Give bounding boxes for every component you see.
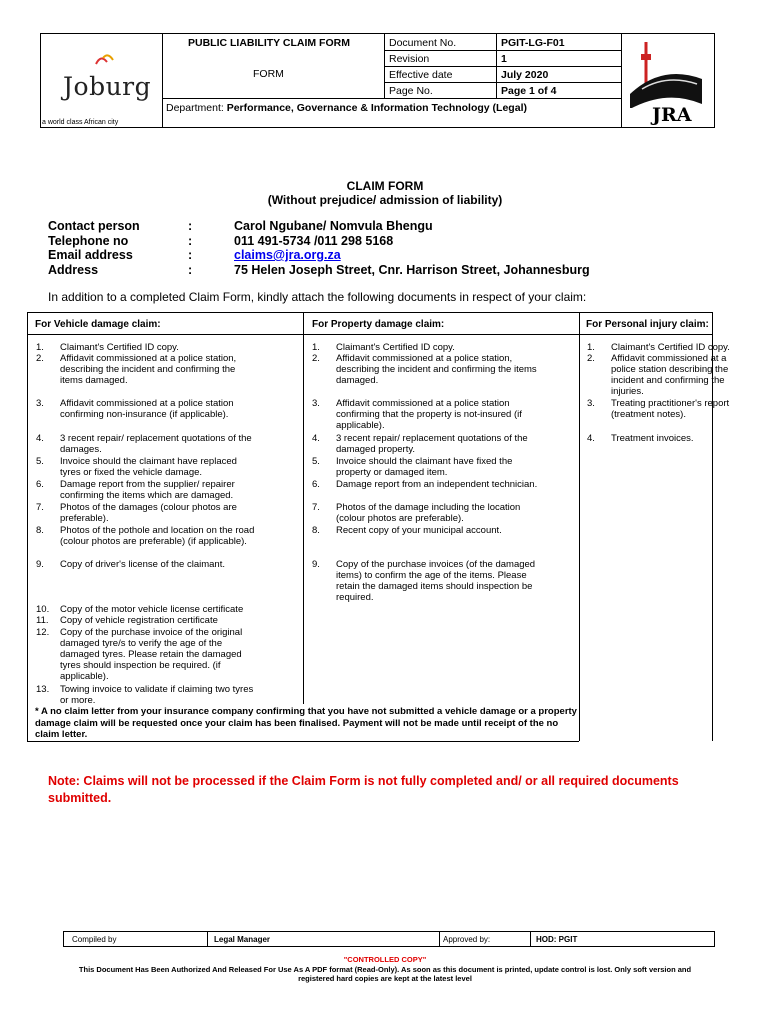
doc-value-effective-date: July 2020 [501, 69, 549, 81]
list-item-number: 6. [36, 479, 44, 490]
list-item-number: 1. [36, 342, 44, 353]
email-link[interactable]: claims@jra.org.za [234, 248, 341, 262]
disclaimer-line-1: This Document Has Been Authorized And Released For Use As A PDF format (Read-Only). As soon as this document is printed, update control is lost. Only soft version and [78, 965, 692, 974]
list-item-number: 10. [36, 604, 50, 615]
list-item-text: Affidavit commissioned at a police station describing the incident and confirming the injuries. [611, 353, 729, 397]
intro-text: In addition to a completed Claim Form, kindly attach the following documents in respect of your claim: [48, 290, 587, 304]
department-value: Performance, Governance & Information Technology (Legal) [226, 102, 527, 114]
list-item-text: Photos of the damage including the location (colour photos are preferable). [336, 502, 521, 524]
doc-label-number: Document No. [389, 37, 457, 49]
controlled-copy: "CONTROLLED COPY" [343, 955, 427, 964]
doc-label-revision: Revision [389, 53, 430, 65]
no-claim-note: * A no claim letter from your insurance company confirming that you have not submitted a vehicle damage or a property damage claim will be requested once your claim has been finalised. Payment will not be made until receipt of the no claim letter. [35, 706, 577, 740]
list-item-text: Claimant's Certified ID copy. [60, 342, 179, 353]
contact-value: 75 Helen Joseph Street, Cnr. Harrison Street, Johannesburg [234, 262, 590, 277]
joburg-logo [41, 34, 163, 127]
list-item-text: Claimant's Certified ID copy. [336, 342, 455, 353]
claim-form-subtitle: (Without prejudice/ admission of liability) [267, 193, 503, 207]
joburg-logo-text: Joburg [63, 72, 152, 101]
doc-value-revision: 1 [501, 53, 507, 65]
jra-logo [621, 34, 714, 127]
list-item-text: Copy of driver's license of the claimant. [60, 559, 225, 570]
list-item-number: 4. [587, 433, 595, 444]
list-item-text: Damage report from the supplier/ repairer confirming the items which are damaged. [60, 479, 235, 501]
list-item-text: Treatment invoices. [611, 433, 694, 444]
doc-label-effective-date: Effective date [389, 69, 453, 81]
list-item-number: 2. [312, 353, 320, 364]
list-item-number: 12. [36, 627, 50, 638]
form-label: FORM [253, 68, 284, 80]
list-item-number: 7. [36, 502, 44, 513]
approved-by-value: HOD: PGIT [536, 935, 578, 944]
list-item-text: Claimant's Certified ID copy. [611, 342, 730, 353]
list-item-number: 3. [587, 398, 595, 409]
contact-colon: : [188, 248, 193, 262]
contact-key: Telephone no [48, 233, 129, 248]
compiled-by-value: Legal Manager [214, 935, 271, 944]
list-item-number: 4. [36, 433, 44, 444]
red-note: Note: Claims will not be processed if the Claim Form is not fully completed and/ or all required documents submitted. [48, 774, 679, 805]
compiled-by-label: Compiled by [72, 935, 117, 944]
list-item-text: Affidavit commissioned at a police station, describing the incident and confirming the items damaged. [336, 353, 537, 386]
list-item-number: 11. [36, 615, 49, 626]
personal-column-header: For Personal injury claim: [586, 319, 709, 330]
contact-value: Carol Ngubane/ Nomvula Bhengu [234, 219, 433, 233]
list-item-number: 13. [36, 684, 50, 695]
contact-key: Contact person [48, 219, 140, 233]
list-item-number: 8. [312, 525, 320, 536]
list-item-text: 3 recent repair/ replacement quotations of the damages. [60, 433, 252, 455]
list-item-text: Treating practitioner's report (treatment notes). [611, 398, 730, 420]
list-item-text: Affidavit commissioned at a police station, describing the incident and confirming the items damaged. [60, 353, 237, 386]
list-item-text: Copy of the motor vehicle license certificate [60, 604, 244, 615]
list-item-number: 4. [312, 433, 320, 444]
list-item-number: 3. [36, 398, 44, 409]
list-item-text: Invoice should the claimant have replaced tyres or fixed the vehicle damage. [60, 456, 237, 478]
list-item-number: 7. [312, 502, 320, 513]
claim-form-title: CLAIM FORM [346, 179, 424, 193]
doc-value-page: Page 1 of 4 [501, 85, 557, 97]
list-item-text: Affidavit commissioned at a police station confirming that the property is not-insured (if applicable). [336, 398, 522, 431]
contact-key: Email address [48, 248, 133, 262]
doc-value-number: PGIT-LG-F01 [501, 37, 565, 49]
list-item-text: Copy of the purchase invoices (of the damaged items) to confirm the age of the items. Please retain the damaged items should inspection be required. [336, 559, 536, 603]
list-item-number: 3. [312, 398, 320, 409]
list-item-text: Photos of the pothole and location on the road (colour photos are preferable) (if applicable). [60, 525, 255, 547]
list-item-number: 2. [36, 353, 44, 364]
list-item-number: 6. [312, 479, 320, 490]
list-item-number: 5. [312, 456, 320, 467]
department-label: Department: [166, 102, 224, 114]
list-item-number: 1. [312, 342, 320, 353]
list-item-text: Photos of the damages (colour photos are preferable). [60, 502, 237, 524]
list-item-text: Towing invoice to validate if claiming two tyres or more. [60, 684, 254, 706]
list-item-text: 3 recent repair/ replacement quotations of the damaged property. [336, 433, 528, 455]
list-item-text: Affidavit commissioned at a police station confirming non-insurance (if applicable). [60, 398, 234, 420]
list-item-text: Copy of the purchase invoice of the original damaged tyre/s to verify the age of the damaged tyres. Please retain the damaged tyres should inspection be required. (if applicable). [60, 627, 243, 682]
list-item-number: 9. [36, 559, 44, 570]
department-line [166, 102, 527, 114]
list-item-number: 5. [36, 456, 44, 467]
jra-logo-text: JRA [652, 104, 692, 126]
approval-footer [63, 931, 715, 947]
contact-colon: : [188, 219, 193, 233]
disclaimer-line-2: registered hard copies are kept at the latest level [298, 974, 472, 983]
document-header [40, 33, 715, 128]
tagline: a world class African city [42, 119, 119, 126]
list-item-text: Copy of vehicle registration certificate [60, 615, 218, 626]
list-item-number: 1. [587, 342, 595, 353]
list-item-number: 8. [36, 525, 44, 536]
contact-colon: : [188, 262, 193, 277]
list-item-number: 9. [312, 559, 320, 570]
approved-by-label: Approved by: [443, 935, 491, 944]
doc-label-page: Page No. [389, 85, 433, 97]
vehicle-column-header: For Vehicle damage claim: [35, 319, 161, 330]
form-title: PUBLIC LIABILITY CLAIM FORM [188, 37, 350, 49]
list-item-text: Invoice should the claimant have fixed the property or damaged item. [336, 456, 513, 478]
contact-colon: : [188, 233, 193, 248]
list-item-number: 2. [587, 353, 595, 364]
list-item-text: Recent copy of your municipal account. [336, 525, 502, 536]
contact-key: Address [48, 262, 99, 277]
property-column-header: For Property damage claim: [312, 319, 445, 330]
contact-value: 011 491-5734 /011 298 5168 [234, 233, 394, 248]
list-item-text: Damage report from an independent technician. [336, 479, 538, 490]
